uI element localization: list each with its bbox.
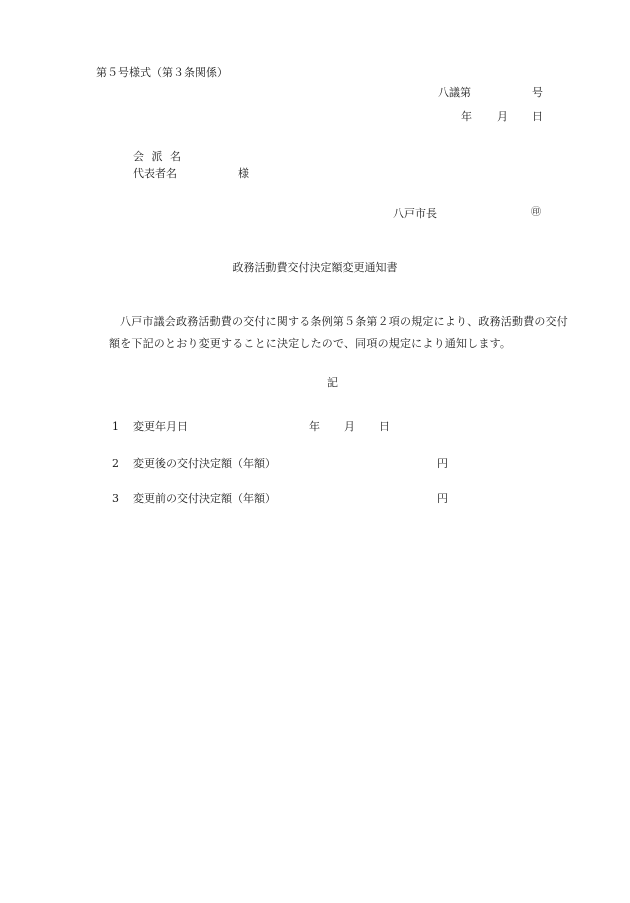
change-date-month: 月: [344, 420, 355, 433]
issue-date-day: 日: [532, 110, 543, 123]
document-title: 政務活動費交付決定額変更通知書: [232, 261, 398, 274]
body-paragraph: 八戸市議会政務活動費の交付に関する条例第５条第２項の規定により、政務活動費の交付額を下記のとおり変更することに決定したので、同項の規定により通知します。: [109, 315, 568, 350]
issue-date-month: 月: [497, 110, 508, 123]
change-date-year: 年: [309, 420, 320, 433]
yen-unit: 円: [437, 457, 448, 470]
honorific: 様: [238, 167, 249, 180]
sender-title: 八戸市長: [393, 207, 437, 220]
ki-heading: 記: [327, 376, 338, 389]
seal-mark: ㊞: [531, 207, 541, 218]
reference-number-suffix: 号: [532, 86, 543, 99]
item-number: 1: [112, 420, 119, 433]
item-number: 2: [112, 457, 119, 470]
item-label: 変更後の交付決定額（年額）: [133, 457, 276, 470]
yen-unit: 円: [437, 492, 448, 505]
faction-name-label: 会 派 名: [133, 150, 183, 163]
form-number-label: 第５号様式（第３条関係）: [96, 66, 228, 79]
representative-label: 代表者名: [133, 167, 177, 180]
reference-number-prefix: 八議第: [438, 86, 471, 99]
issue-date-year: 年: [461, 110, 472, 123]
change-date-day: 日: [379, 420, 390, 433]
item-label: 変更前の交付決定額（年額）: [133, 492, 276, 505]
item-label: 変更年月日: [133, 420, 188, 433]
item-number: 3: [112, 492, 119, 505]
